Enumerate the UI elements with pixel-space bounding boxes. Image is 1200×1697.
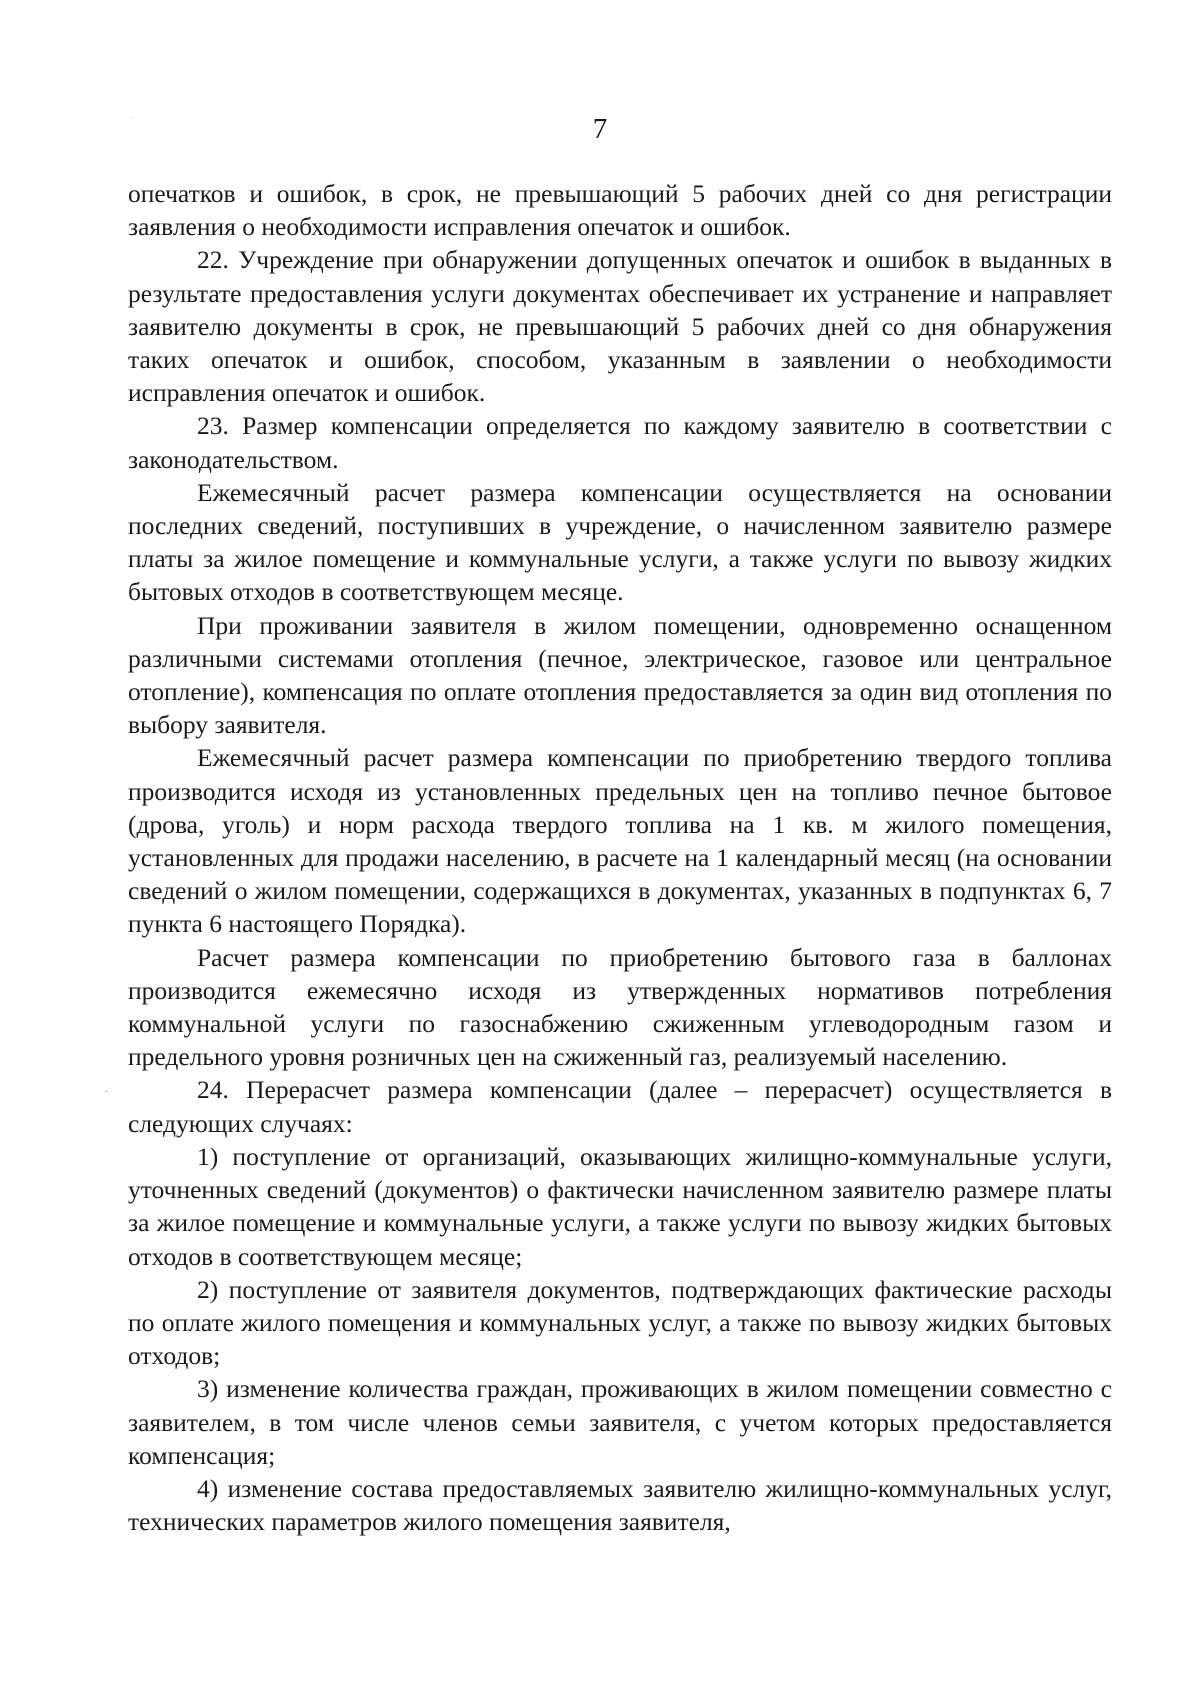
paragraph-item-24: 24. Перерасчет размера компенсации (далее – перерасчет) осуществляется в следующих случаях: [128,1075,1112,1138]
list-item-3: 3) изменение количества граждан, проживающих в жилом помещении совместно с заявителем, в том числе членов семьи заявителя, с учетом которых предоставляется компенсация; [128,1374,1112,1470]
list-item-1: 1) поступление от организаций, оказывающих жилищно-коммунальные услуги, уточненных сведений (документов) о фактически начисленном заявителю размере платы за жилое помещение и коммунальные услуги, а также услуги по вывозу жидких бытовых отходов в соответствующем месяце; [128,1141,1112,1271]
paragraph-monthly-calculation: Ежемесячный расчет размера компенсации осуществляется на основании последних сведений, поступивших в учреждение, о начисленном заявителю размере платы за жилое помещение и коммунальные услуги, а также услуги по вывозу жидких бытовых отходов в соответствующем месяце. [128,477,1112,607]
paragraph-heating-systems: При проживании заявителя в жилом помещении, одновременно оснащенном различными системами отопления (печное, электрическое, газовое или центральное отопление), компенсация по оплате отопления предоставляется за один вид отопления по выбору заявителя. [128,610,1112,740]
page-number: 7 [592,113,608,145]
paragraph-item-22: 22. Учреждение при обнаружении допущенных опечаток и ошибок в выданных в результате предоставления услуги документах обеспечивает их устранение и направляет заявителю документы в срок, не превышающий 5 рабочих дней со дня обнаружения таких опечаток и ошибок, способом, указанным в заявлении о необходимости исправления опечаток и ошибок. [128,245,1112,408]
list-item-2: 2) поступление от заявителя документов, подтверждающих фактические расходы по оплате жилого помещения и коммунальных услуг, а также по вывозу жидких бытовых отходов; [128,1274,1112,1371]
paragraph-bottled-gas: Расчет размера компенсации по приобретению бытового газа в баллонах производится ежемесячно исходя из утвержденных нормативов потребления коммунальной услуги по газоснабжению сжиженным углеводородным газом и предельного уровня розничных цен на сжиженный газ, реализуемый населению. [128,942,1112,1072]
scan-artifact [105,1091,108,1092]
document-body [128,177,1112,1538]
paragraph-item-23: 23. Размер компенсации определяется по каждому заявителю в соответствии с законодательством. [128,411,1112,474]
paragraph-solid-fuel: Ежемесячный расчет размера компенсации по приобретению твердого топлива производится исходя из установленных предельных цен на топливо печное бытовое (дрова, уголь) и норм расхода твердого топлива на 1 кв. м жилого помещения, установленных для продажи населению, в расчете на 1 календарный месяц (на основании сведений о жилом помещении, содержащихся в документах, указанных в подпунктах 6, 7 пункта 6 настоящего Порядка). [128,743,1112,939]
list-item-4: 4) изменение состава предоставляемых заявителю жилищно-коммунальных услуг, технических параметров жилого помещения заявителя, [128,1473,1112,1537]
paragraph-continuation: опечатков и ошибок, в срок, не превышающий 5 рабочих дней со дня регистрации заявления о необходимости исправления опечаток и ошибок. [128,179,1112,242]
